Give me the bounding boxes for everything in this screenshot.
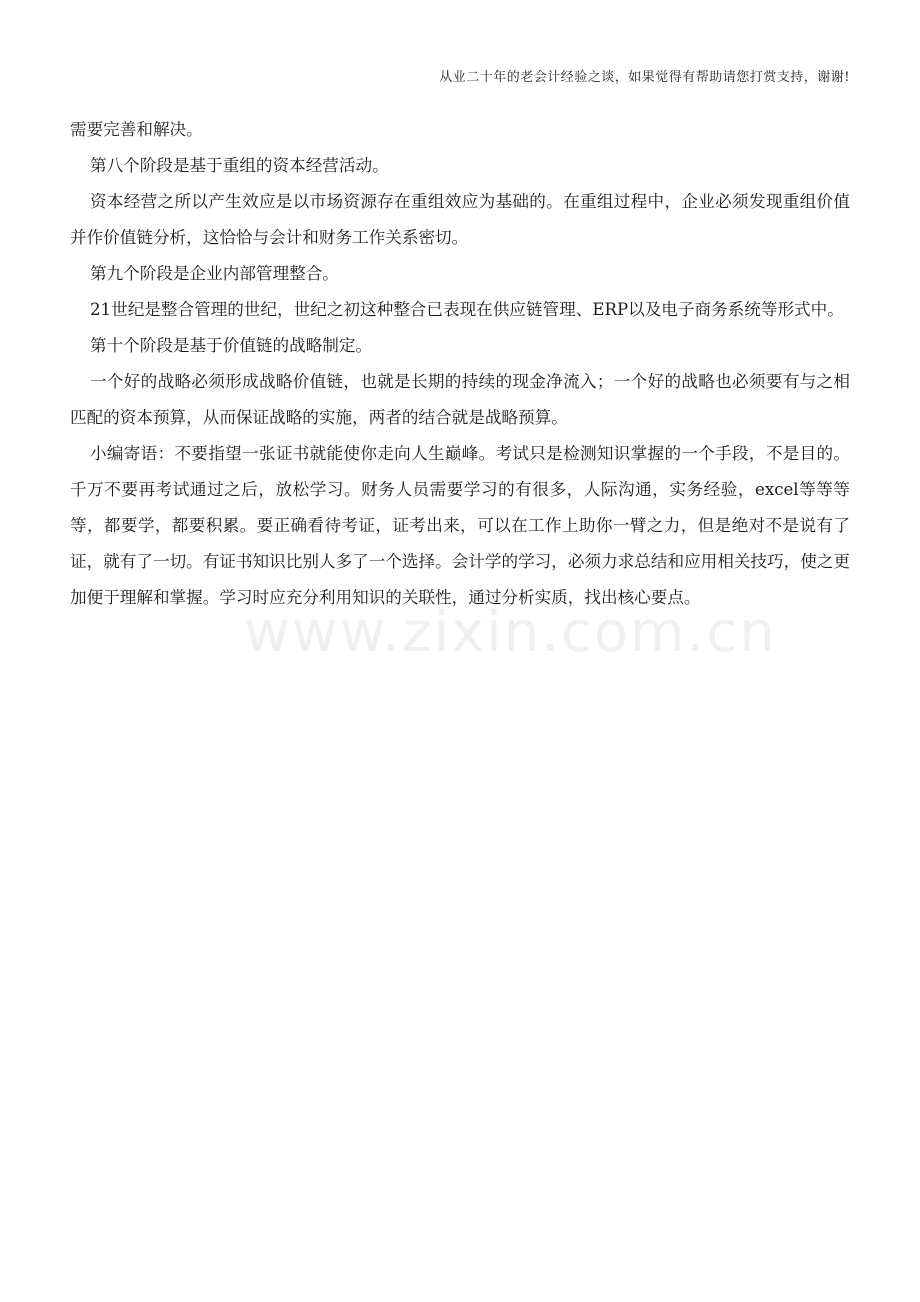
paragraph-stage-8-body: 资本经营之所以产生效应是以市场资源存在重组效应为基础的。在重组过程中，企业必须发现重组价值并作价值链分析，这恰恰与会计和财务工作关系密切。 — [70, 192, 850, 247]
watermark: www.zixin.com.cn — [244, 600, 777, 665]
paragraph-stage-10-body: 一个好的战略必须形成战略价值链，也就是长期的持续的现金净流入；一个好的战略也必须要有与之相匹配的资本预算，从而保证战略的实施，两者的结合就是战略预算。 — [70, 372, 850, 427]
paragraph-stage-10-heading: 第十个阶段是基于价值链的战略制定。 — [90, 336, 373, 355]
paragraph-stage-9-heading: 第九个阶段是企业内部管理整合。 — [90, 264, 339, 283]
document-body — [70, 112, 850, 616]
paragraph-editor-note: 小编寄语：不要指望一张证书就能使你走向人生巅峰。考试只是检测知识掌握的一个手段，不是目的。千万不要再考试通过之后，放松学习。财务人员需要学习的有很多，人际沟通，实务经验，excel等等等等，都要学，都要积累。要正确看待考证，证考出来，可以在工作上助你一臂之力，但是绝对不是说有了证，就有了一切。有证书知识比别人多了一个选择。会计学的学习，必须力求总结和应用相关技巧，使之更加便于理解和掌握。学习时应充分利用知识的关联性，通过分析实质，找出核心要点。 — [70, 444, 850, 607]
paragraph-stage-9-body: 21世纪是整合管理的世纪，世纪之初这种整合已表现在供应链管理、ERP以及电子商务系统等形式中。 — [90, 300, 844, 319]
paragraph-continuation: 需要完善和解决。 — [70, 120, 203, 139]
paragraph-stage-8-heading: 第八个阶段是基于重组的资本经营活动。 — [90, 156, 389, 175]
header-note: 从业二十年的老会计经验之谈，如果觉得有帮助请您打赏支持，谢谢! — [439, 70, 850, 85]
